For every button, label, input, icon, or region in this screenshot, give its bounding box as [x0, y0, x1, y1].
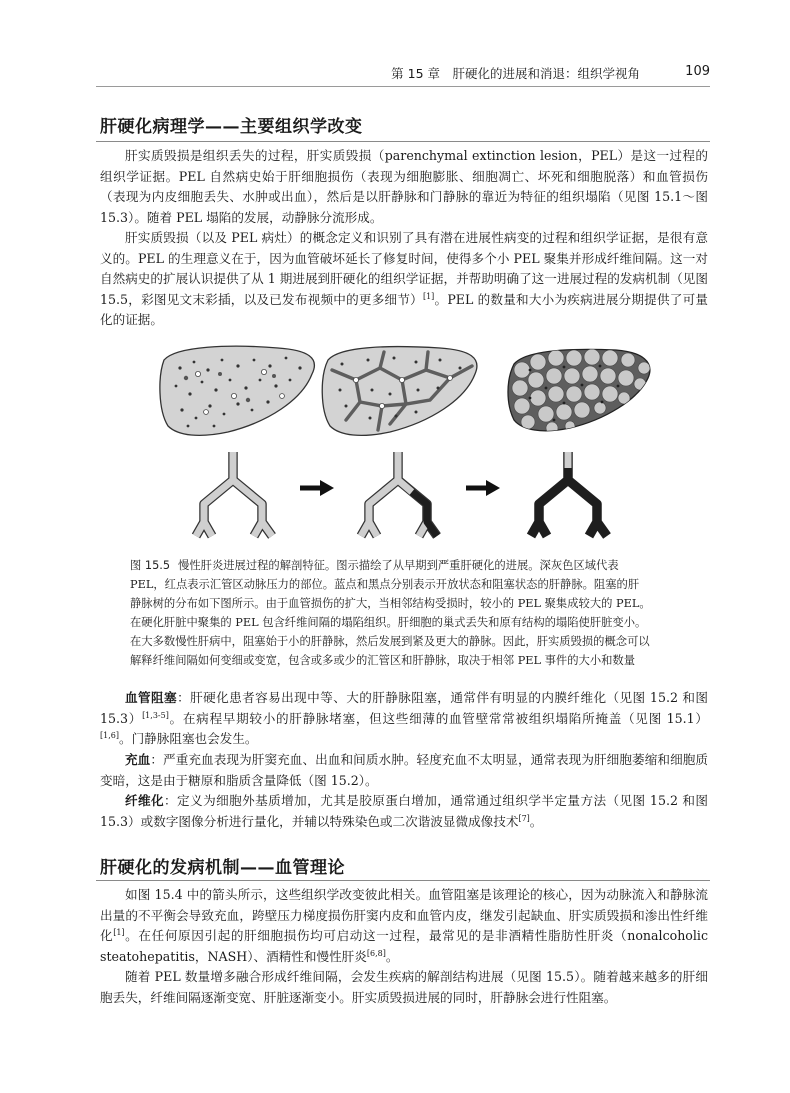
- citation: [7]: [518, 813, 530, 823]
- header-rule: [96, 86, 710, 87]
- section-rule: [96, 880, 710, 881]
- paragraph: 肝实质毁损（以及 PEL 病灶）的概念定义和识别了具有潜在进展性病变的过程和组织学证据，是很有意义的。PEL 的生理意义在于，因为血管破坏延长了修复时间，使得多个小 PEL 聚集并形成纤维间隔。这一对自然病史的扩展认识提供了从 1 期进展到肝硬化的组织学证据，并帮助明确了这一进展过程的发病机制（见图 15.5，彩图见文末彩插，以及已发布视频中的更多细节）[1]。PEL 的数量和大小为疾病进展分期提供了可量化的证据。: [100, 230, 708, 328]
- hepatic-vein-tree-blocked: [531, 452, 607, 536]
- progression-arrow: [300, 480, 334, 496]
- page-number: 109: [685, 64, 710, 79]
- term-label: 充血: [125, 752, 151, 767]
- section-title-pathology: 肝硬化病理学——主要组织学改变: [100, 117, 363, 137]
- figure-caption: 图 15.5 慢性肝炎进展过程的解剖特征。图示描绘了从早期到严重肝硬化的进展。深灰色区域代表 PEL，红点表示汇管区动脉压力的部位。蓝点和黑点分别表示开放状态和阻塞状态的肝静脉。阻塞的肝 静脉树的分布如下图所示。由于血管损伤的扩大，当相邻结构受损时，较小的 PEL 聚集成较大的 PEL。 在硬化肝脏中聚集的 PEL 包含纤维间隔的塌陷组织。肝细胞的巢式丢失和原有结构的塌陷使肝脏变小。 在大多数慢性肝病中，阻塞始于小的肝静脉，然后发展到紧及更大的静脉。因此，肝实质毁损的概念可以 解释纤维间隔如何变细或变宽，包含或多或少的汇管区和肝静脉，取决于相邻 PEL 事件的大小和数量: [130, 559, 651, 667]
- section-title-pathogenesis: 肝硬化的发病机制——血管理论: [100, 858, 345, 878]
- liver-intermediate-stage: [322, 347, 477, 436]
- hepatic-vein-tree-open: [196, 452, 272, 536]
- liver-early-stage: [160, 346, 315, 435]
- progression-arrow: [466, 480, 500, 496]
- hepatic-vein-tree-partially-blocked: [361, 452, 437, 536]
- citation: [6,8]: [366, 948, 386, 958]
- figure-label: 图 15.5: [130, 559, 171, 572]
- citation: [1,3-5]: [142, 710, 169, 720]
- figure-15-5: [150, 340, 660, 555]
- chapter-title: 第 15 章 肝硬化的进展和消退：组织学视角: [391, 66, 640, 81]
- term-label: 血管阻塞: [125, 690, 178, 705]
- running-header: [96, 64, 710, 84]
- term-label: 纤维化: [125, 793, 165, 808]
- citation: [1]: [422, 291, 435, 301]
- paragraph-vascular-obstruction: 血管阻塞：肝硬化患者容易出现中等、大的肝静脉阻塞，通常伴有明显的内膜纤维化（见图 15.2 和图 15.3）[1,3-5]。在病程早期较小的肝静脉堵塞，但这些细薄的血管壁常常被组织塌陷所掩盖（见图 15.1）[1,6]。门静脉阻塞也会发生。: [100, 690, 708, 747]
- paragraph: 肝实质毁损是组织丢失的过程，肝实质毁损（parenchymal extinction lesion，PEL）是这一过程的组织学证据。PEL 自然病史始于肝细胞损伤（表现为细胞膨胀、细胞凋亡、坏死和细胞脱落）和血管损伤（表现为内皮细胞丢失、水肿或出血），然后是以肝静脉和门静脉的靠近为特征的组织塌陷（见图 15.1～图 15.3）。随着 PEL 塌陷的发展，动静脉分流形成。: [100, 148, 708, 225]
- section-rule: [96, 141, 710, 142]
- paragraph-congestion: 充血：严重充血表现为肝窦充血、出血和间质水肿。轻度充血不太明显，通常表现为肝细胞萎缩和细胞质变暗，这是由于糖原和脂质含量降低（图 15.2）。: [100, 752, 709, 788]
- paragraph: 如图 15.4 中的箭头所示，这些组织学改变彼此相关。血管阻塞是该理论的核心，因为动脉流入和静脉流出量的不平衡会导致充血，跨壁压力梯度损伤肝窦内皮和血管内皮，继发引起缺血、肝实质毁损和渗出性纤维化[1]。在任何原因引起的肝细胞损伤均可启动这一过程，最常见的是非酒精性脂肪性肝炎（nonalcoholic steatohepatitis，NASH）、酒精性和慢性肝炎[6,8]。: [100, 887, 709, 964]
- liver-cirrhotic-stage: [508, 349, 650, 434]
- paragraph: 随着 PEL 数量增多融合形成纤维间隔，会发生疾病的解剖结构进展（见图 15.5）。随着越来越多的肝细胞丢失，纤维间隔逐渐变宽、肝脏逐渐变小。肝实质毁损进展的同时，肝静脉会进行性阻塞。: [100, 969, 708, 1005]
- citation: [1]: [113, 928, 125, 938]
- paragraph-fibrosis: 纤维化：定义为细胞外基质增加，尤其是胶原蛋白增加，通常通过组织学半定量方法（见图 15.2 和图 15.3）或数字图像分析进行量化，并辅以特殊染色或二次谐波显微成像技术[7]。: [100, 793, 708, 829]
- citation: [1,6]: [100, 731, 119, 741]
